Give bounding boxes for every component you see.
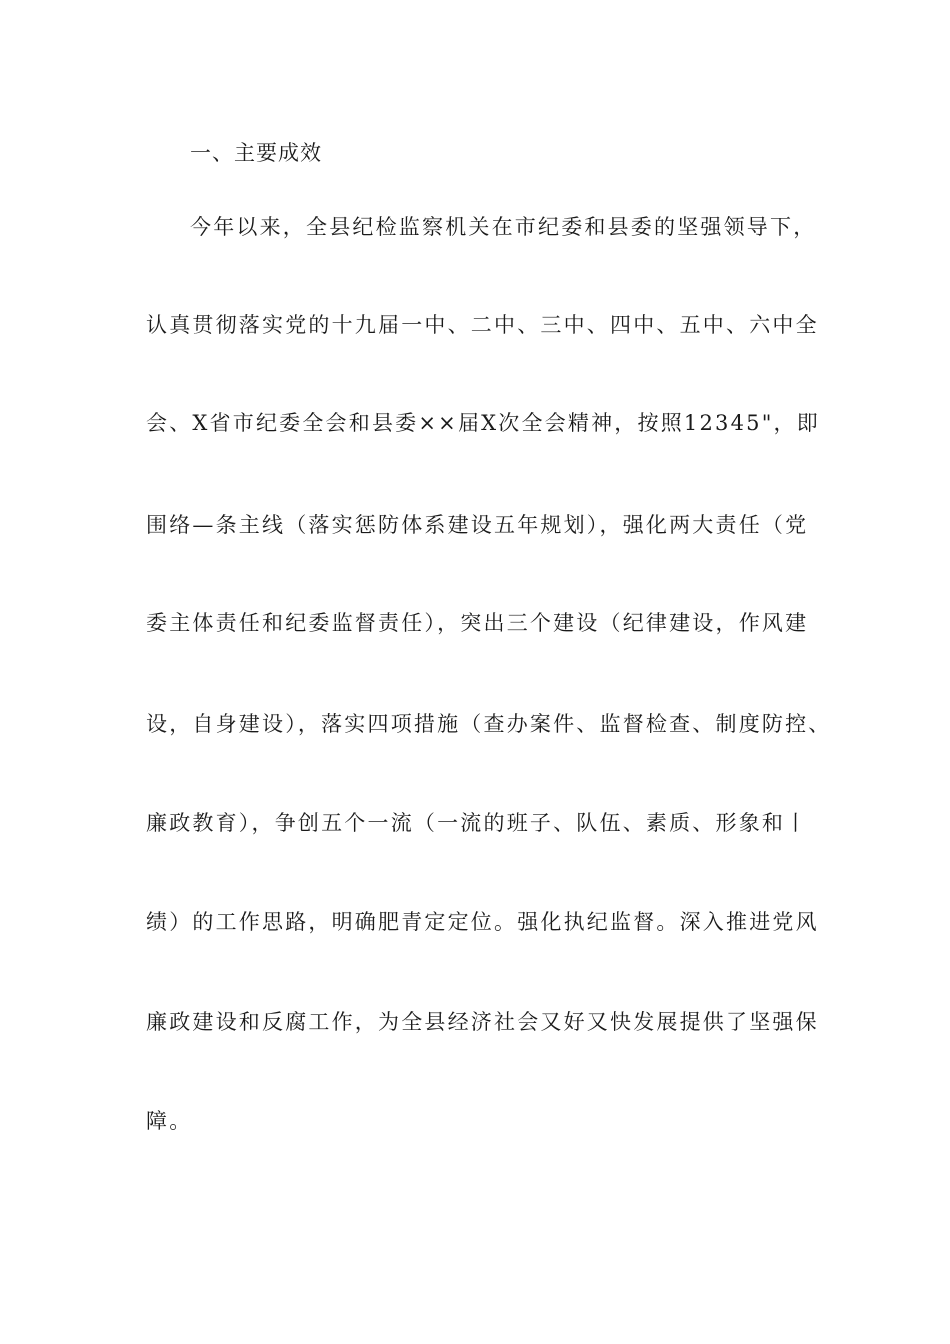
paragraph-line: 障。 xyxy=(146,1109,193,1133)
paragraph-line: 今年以来，全县纪检监察机关在市纪委和县委的坚强领导下， xyxy=(190,215,817,239)
paragraph-line: 认真贯彻落实党的十九届一中、二中、三中、四中、五中、六中全 xyxy=(146,313,819,337)
paragraph-line: 会、X省市纪委全会和县委××届X次全会精神，按照12345"，即 xyxy=(146,411,820,435)
paragraph-line: 委主体责任和纪委监督责任），突出三个建设（纪律建设，作风建 xyxy=(146,611,809,635)
paragraph-line: 廉政教育），争创五个一流（一流的班子、队伍、素质、形象和丨 xyxy=(146,811,809,835)
paragraph-line: 绩）的工作思路，明确肥青定定位。强化执纪监督。深入推进党风 xyxy=(146,910,819,934)
paragraph-line: 廉政建设和反腐工作，为全县经济社会又好又快发展提供了坚强保 xyxy=(146,1010,819,1034)
paragraph-line: 围络—条主线（落实惩防体系建设五年规划），强化两大责任（党 xyxy=(146,513,809,537)
section-heading: 一、主要成效 xyxy=(190,141,322,165)
paragraph-line: 设，自身建设），落实四项措施（查办案件、监督检查、制度防控、 xyxy=(146,712,832,736)
